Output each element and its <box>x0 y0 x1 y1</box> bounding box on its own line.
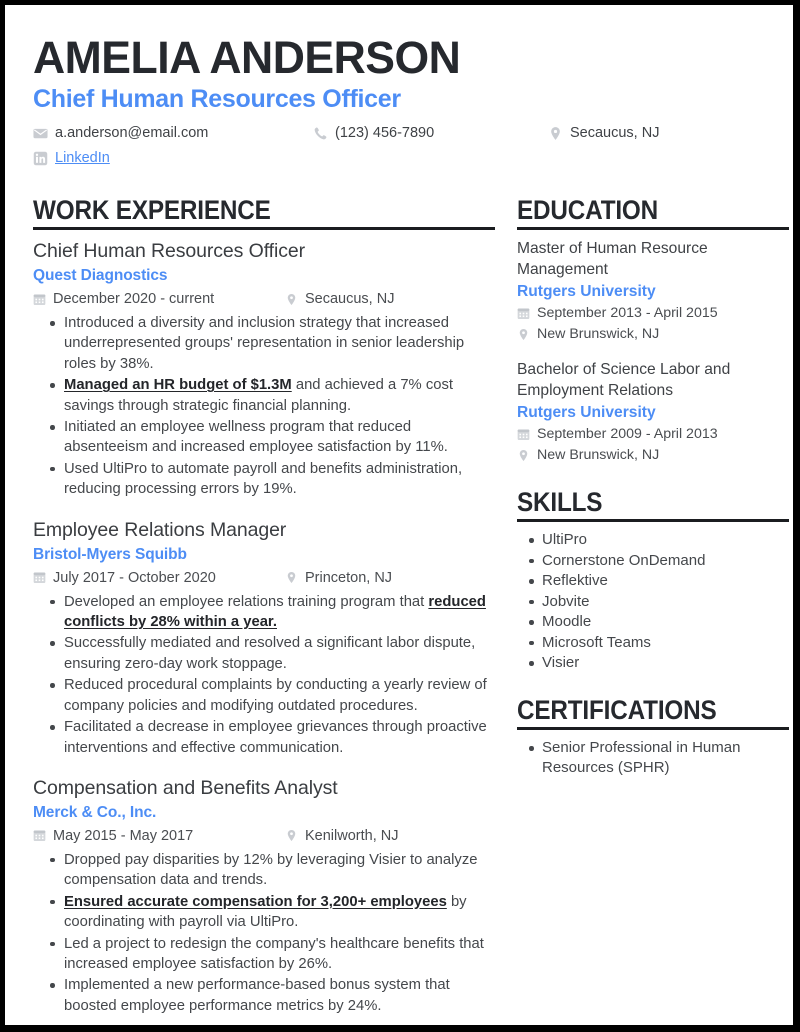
work-entry-organization: Merck & Co., Inc. <box>33 803 157 821</box>
work-entry-location: Princeton, NJ <box>305 569 393 586</box>
contact-email[interactable] <box>33 123 313 143</box>
work-entry-role: Chief Human Resources Officer <box>33 240 306 262</box>
education-location-group <box>517 445 789 465</box>
section-divider <box>33 227 495 230</box>
contact-phone-text: (123) 456-7890 <box>335 125 435 141</box>
contact-linkedin-text[interactable]: LinkedIn <box>55 150 110 166</box>
envelope-icon <box>33 126 48 141</box>
work-entry-location-group <box>285 568 392 588</box>
column-gap <box>495 195 517 1017</box>
work-entry-bullets <box>33 592 495 758</box>
bullet-item <box>64 675 495 716</box>
map-pin-icon <box>285 293 298 306</box>
contact-location <box>548 123 768 143</box>
education-heading: EDUCATION <box>517 195 659 225</box>
map-pin-icon <box>517 449 530 462</box>
education-dates-group <box>517 303 789 323</box>
work-entry-organization: Quest Diagnostics <box>33 267 168 284</box>
certifications-list <box>517 738 789 778</box>
linkedin-icon <box>33 151 48 166</box>
section-divider <box>517 519 789 522</box>
skill-item: Reflektive <box>542 571 789 591</box>
contact-info <box>33 123 773 168</box>
skill-item: Jobvite <box>542 592 789 612</box>
calendar-icon <box>517 428 530 441</box>
resume-header <box>33 33 771 168</box>
work-entry-location-group <box>285 826 398 846</box>
work-entry-meta <box>33 289 495 309</box>
work-entry-meta <box>33 826 495 846</box>
resume-body <box>33 195 771 1017</box>
candidate-job-title: Chief Human Resources Officer <box>33 85 401 113</box>
bullet-highlight: Managed an HR budget of $1.3M <box>64 377 292 394</box>
skill-item: UltiPro <box>542 530 789 550</box>
work-entry-organization: Bristol-Myers Squibb <box>33 545 187 563</box>
calendar-icon <box>33 829 46 842</box>
work-entry-dates: December 2020 - current <box>53 291 215 307</box>
bullet-text: Developed an employee relations training program that <box>64 593 429 610</box>
bullet-item <box>64 417 495 458</box>
education-degree: Master of Human Resource Management <box>517 240 708 278</box>
work-entry-dates-group <box>33 289 285 309</box>
work-entry-role: Employee Relations Manager <box>33 518 287 541</box>
bullet-text: Reduced procedural complaints by conducting a yearly review of company policies and modifying outdated procedures. <box>64 677 487 714</box>
work-entry-location: Secaucus, NJ <box>305 291 395 307</box>
bullet-item <box>64 975 495 1016</box>
work-entry-role: Compensation and Benefits Analyst <box>33 776 338 799</box>
work-entry <box>33 238 495 500</box>
bullet-item <box>64 850 495 891</box>
bullet-text: and achieved a 7% cost savings through strategic financial planning. <box>64 377 453 414</box>
work-entry-bullets <box>33 850 495 1016</box>
work-experience-heading: WORK EXPERIENCE <box>33 195 271 225</box>
calendar-icon <box>33 571 46 584</box>
map-pin-icon <box>285 829 298 842</box>
work-entry-dates-group <box>33 826 285 846</box>
skills-section <box>517 487 789 673</box>
work-entry-location: Kenilworth, NJ <box>305 827 399 844</box>
bullet-text: Implemented a new performance-based bonus system that boosted employee performance metrics by 24%. <box>64 977 450 1014</box>
bullet-text: Successfully mediated and resolved a significant labor dispute, ensuring zero-day work stoppage. <box>64 635 476 672</box>
bullet-item <box>64 934 495 975</box>
candidate-name: AMELIA ANDERSON <box>33 32 461 83</box>
education-dates: September 2009 - April 2013 <box>537 426 718 442</box>
left-column <box>33 195 495 1017</box>
work-entry-dates-group <box>33 568 285 588</box>
education-dates-group <box>517 424 789 444</box>
contact-linkedin[interactable] <box>33 148 313 168</box>
certification-item: Senior Professional in Human Resources (SPHR) <box>542 738 789 778</box>
calendar-icon <box>517 307 530 320</box>
education-dates: September 2013 - April 2015 <box>537 305 718 321</box>
skills-list <box>517 530 789 673</box>
education-location-group <box>517 324 789 344</box>
work-entry-dates: May 2015 - May 2017 <box>53 827 194 844</box>
certifications-section <box>517 695 789 778</box>
bullet-text: by coordinating with payroll via UltiPro. <box>64 893 467 931</box>
work-entry-bullets <box>33 313 495 500</box>
work-entry-location-group <box>285 289 394 309</box>
bullet-text: Used UltiPro to automate payroll and benefits administration, reducing processing errors by 19%. <box>64 460 463 498</box>
bullet-item <box>64 633 495 674</box>
right-column <box>517 195 789 1017</box>
education-degree: Bachelor of Science Labor and Employment Relations <box>517 361 731 399</box>
skills-heading: SKILLS <box>517 487 603 517</box>
bullet-text: Facilitated a decrease in employee grievances through proactive interventions and effective communication. <box>64 719 487 756</box>
bullet-item <box>64 375 495 416</box>
skill-item: Microsoft Teams <box>542 633 789 653</box>
contact-location-text: Secaucus, NJ <box>570 125 660 141</box>
bullet-highlight: reduced conflicts by 28% within a year. <box>64 593 486 631</box>
skill-item: Cornerstone OnDemand <box>542 551 789 571</box>
education-school: Rutgers University <box>517 404 656 421</box>
bullet-item <box>64 892 495 933</box>
skill-item: Moodle <box>542 612 789 632</box>
education-entry <box>517 238 789 344</box>
work-entry-dates: July 2017 - October 2020 <box>53 569 216 586</box>
map-pin-icon <box>548 126 563 141</box>
contact-email-text: a.anderson@email.com <box>55 125 209 141</box>
bullet-text: Dropped pay disparities by 12% by leveraging Visier to analyze compensation data and trends. <box>64 851 478 889</box>
work-experience-section <box>33 195 495 1016</box>
section-divider <box>517 727 789 730</box>
bullet-text: Initiated an employee wellness program that reduced absenteeism and increased employee satisfaction by 11%. <box>64 419 448 456</box>
bullet-item <box>64 459 495 500</box>
work-entry <box>33 517 495 758</box>
bullet-item <box>64 313 495 374</box>
bullet-text: Introduced a diversity and inclusion strategy that increased underrepresented groups' representation in senior leadership roles by 38%. <box>64 315 465 372</box>
education-location: New Brunswick, NJ <box>537 447 660 463</box>
map-pin-icon <box>517 328 530 341</box>
work-entry <box>33 775 495 1016</box>
phone-icon <box>313 126 328 141</box>
skill-item: Visier <box>542 653 789 673</box>
map-pin-icon <box>285 571 298 584</box>
bullet-item <box>64 717 495 758</box>
education-location: New Brunswick, NJ <box>537 326 660 342</box>
contact-phone[interactable] <box>313 123 548 143</box>
work-entry-meta <box>33 568 495 588</box>
bullet-highlight: Ensured accurate compensation for 3,200+ employees <box>64 893 447 910</box>
section-divider <box>517 227 789 230</box>
certifications-heading: CERTIFICATIONS <box>517 695 717 725</box>
education-entry <box>517 359 789 465</box>
calendar-icon <box>33 293 46 306</box>
education-section <box>517 195 789 465</box>
bullet-text: Led a project to redesign the company's healthcare benefits that increased employee satisfaction by 26%. <box>64 935 484 972</box>
education-school: Rutgers University <box>517 283 656 300</box>
bullet-item <box>64 592 495 633</box>
